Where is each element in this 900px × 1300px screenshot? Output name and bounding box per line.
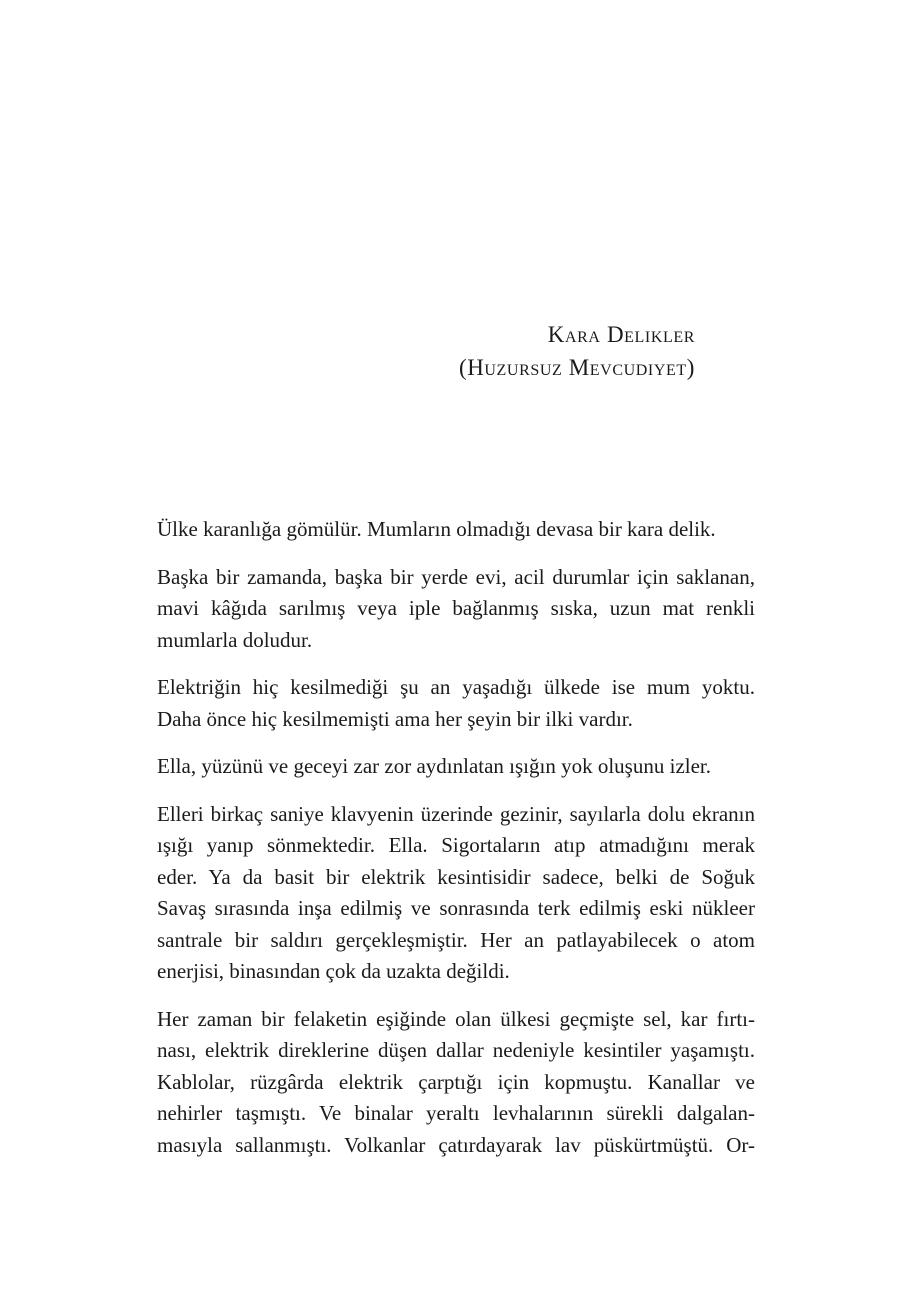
- paragraph: [157, 514, 755, 546]
- text-line: enerjisi, binasından çok da uzakta değildi.: [157, 959, 510, 983]
- paragraph: [157, 1004, 755, 1162]
- chapter-title: Kara Delikler: [547, 322, 695, 347]
- text-line: eder. Ya da basit bir elektrik kesintisidir sadece, belki de Soğuk: [157, 864, 755, 889]
- text-line: santrale bir saldırı gerçekleşmiştir. Her an patlayabilecek o atom: [157, 927, 755, 952]
- text-line: nehirler taşmıştı. Ve binalar yeraltı levhalarının sürekli dalgalan-: [157, 1101, 755, 1125]
- paragraph: [157, 672, 755, 735]
- chapter-subtitle: (Huzursuz Mevcudiyet): [458, 355, 695, 380]
- text-line: masıyla sallanmıştı. Volkanlar çatırdayarak lav püskürtmüştü. Or-: [157, 1132, 755, 1157]
- text-line: Ülke karanlığa gömülür. Mumların olmadığı devasa bir kara delik.: [157, 517, 716, 541]
- chapter-body: [157, 514, 755, 1177]
- text-line: Kablolar, rüzgârda elektrik çarptığı için kopmuştu. Kanallar ve: [157, 1069, 755, 1094]
- text-line: Daha önce hiç kesilmemişti ama her şeyin bir ilki vardır.: [157, 706, 633, 731]
- text-line: Elleri birkaç saniye klavyenin üzerinde gezinir, sayılarla dolu ekranın: [157, 801, 755, 826]
- text-line: ışığı yanıp sönmektedir. Ella. Sigortaların atıp atmadığını merak: [157, 833, 755, 857]
- text-line: mumlarla doludur.: [157, 627, 313, 652]
- text-line: mavi kâğıda sarılmış veya iple bağlanmış sıska, uzun mat renkli: [157, 596, 755, 620]
- text-line: Başka bir zamanda, başka bir yerde evi, acil durumlar için saklanan,: [157, 564, 755, 589]
- text-line: nası, elektrik direklerine düşen dallar nedeniyle kesintiler yaşamıştı.: [157, 1038, 755, 1062]
- paragraph: [157, 562, 755, 657]
- text-line: Elektriğin hiç kesilmediği şu an yaşadığı ülkede ise mum yoktu.: [157, 675, 755, 699]
- text-line: Ella, yüzünü ve geceyi zar zor aydınlatan ışığın yok oluşunu izler.: [157, 754, 711, 778]
- text-line: Savaş sırasında inşa edilmiş ve sonrasında terk edilmiş eski nükleer: [157, 896, 755, 920]
- paragraph: [157, 751, 755, 783]
- paragraph: [157, 799, 755, 988]
- text-line: Her zaman bir felaketin eşiğinde olan ülkesi geçmişte sel, kar fırtı-: [157, 1006, 755, 1031]
- chapter-heading: [459, 318, 695, 384]
